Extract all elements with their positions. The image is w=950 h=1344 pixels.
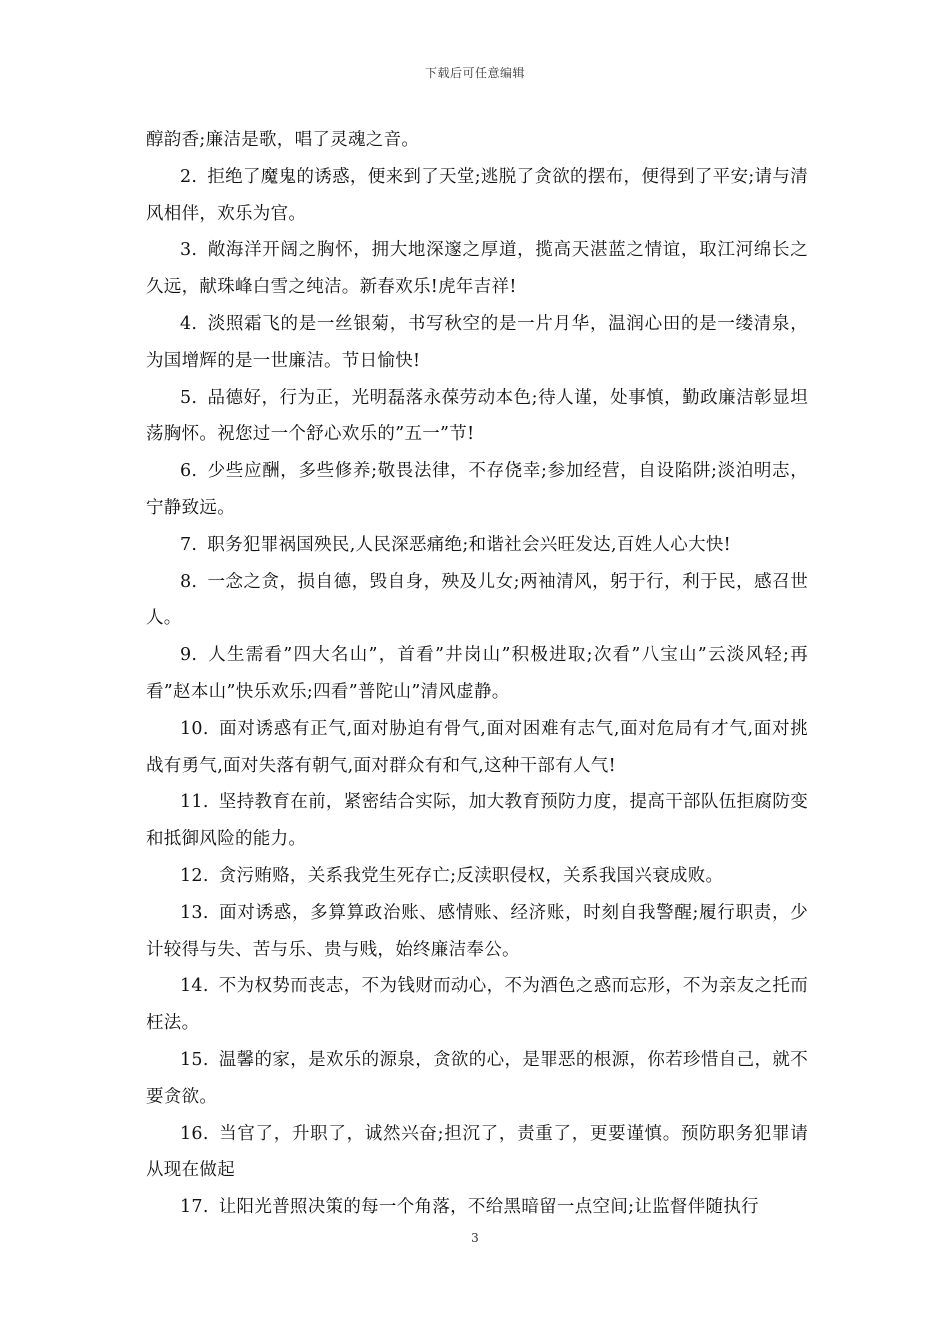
item-number: 10. bbox=[180, 718, 209, 739]
item-text: 面对诱惑，多算算政治账、感情账、经济账，时刻自我警醒;履行职责，少计较得与失、苦与乐、贵与贱，始终廉洁奉公。 bbox=[146, 902, 808, 960]
item-text: 品德好，行为正，光明磊落永葆劳动本色;待人谨，处事慎，勤政廉洁彰显坦荡胸怀。祝您过一个舒心欢乐的”五一”节! bbox=[146, 387, 808, 445]
item-text: 温馨的家，是欢乐的源泉，贪欲的心，是罪恶的根源，你若珍惜自己，就不要贪欲。 bbox=[146, 1049, 808, 1107]
list-item bbox=[146, 968, 808, 1042]
list-item bbox=[146, 1042, 808, 1116]
item-number: 11. bbox=[180, 792, 209, 813]
list-item bbox=[146, 1116, 808, 1190]
item-text: 让阳光普照决策的每一个角落，不给黑暗留一点空间;让监督伴随执行 bbox=[218, 1197, 759, 1218]
list-item bbox=[146, 159, 808, 233]
list-item bbox=[146, 232, 808, 306]
item-text: 少些应酬，多些修养;敬畏法律，不存侥幸;参加经营，自设陷阱;淡泊明志，宁静致远。 bbox=[146, 461, 808, 518]
lead-paragraph: 醇韵香;廉洁是歌，唱了灵魂之音。 bbox=[146, 130, 420, 150]
item-number: 17. bbox=[180, 1197, 209, 1218]
item-text: 淡照霜飞的是一丝银菊，书写秋空的是一片月华，温润心田的是一缕清泉，为国增辉的是一世廉洁。节日愉快! bbox=[146, 313, 808, 371]
item-text: 坚持教育在前，紧密结合实际，加大教育预防力度，提高干部队伍拒腐防变和抵御风险的能力。 bbox=[146, 792, 808, 850]
item-number: 5. bbox=[180, 387, 198, 408]
item-number: 8. bbox=[180, 571, 198, 592]
item-text: 拒绝了魔鬼的诱惑，便来到了天堂;逃脱了贪欲的摆布，便得到了平安;请与清风相伴，欢乐为官。 bbox=[146, 166, 808, 224]
item-number: 16. bbox=[180, 1123, 209, 1144]
list-item bbox=[146, 527, 808, 564]
page-number: 3 bbox=[471, 1231, 479, 1245]
item-number: 12. bbox=[180, 865, 209, 886]
list-item bbox=[146, 711, 808, 785]
item-text: 人生需看”四大名山”，首看”井岗山”积极进取;次看”八宝山”云淡风轻;再看”赵本山”快乐欢乐;四看”普陀山”清风虚静。 bbox=[146, 645, 808, 702]
item-text: 当官了，升职了，诚然兴奋;担沉了，责重了，更要谨慎。预防职务犯罪请从现在做起 bbox=[146, 1123, 808, 1181]
item-text: 贪污贿赂，关系我党生死存亡;反渎职侵权，关系我国兴衰成败。 bbox=[218, 865, 724, 886]
item-number: 14. bbox=[180, 976, 209, 997]
item-number: 15. bbox=[180, 1049, 209, 1070]
item-text: 一念之贪，损自德，毁自身，殃及儿女;两袖清风，躬于行，利于民，感召世人。 bbox=[146, 571, 808, 629]
list-item bbox=[146, 637, 808, 711]
item-number: 3. bbox=[180, 240, 198, 261]
page-header: 下载后可任意编辑 bbox=[424, 66, 525, 80]
document-body bbox=[146, 122, 808, 1226]
item-number: 4. bbox=[180, 313, 198, 334]
list-item bbox=[146, 1189, 808, 1226]
list-item bbox=[146, 306, 808, 380]
item-text: 面对诱惑有正气,面对胁迫有骨气,面对困难有志气,面对危局有才气,面对挑战有勇气,面对失落有朝气,面对群众有和气,这种干部有人气! bbox=[146, 718, 808, 776]
list-item bbox=[146, 895, 808, 969]
item-number: 9. bbox=[180, 645, 198, 666]
item-number: 6. bbox=[180, 461, 198, 482]
list-item bbox=[146, 564, 808, 638]
item-number: 7. bbox=[180, 534, 198, 555]
item-text: 不为权势而丧志，不为钱财而动心，不为酒色之惑而忘形，不为亲友之托而枉法。 bbox=[146, 976, 808, 1034]
item-number: 13. bbox=[180, 902, 209, 923]
list-item bbox=[146, 784, 808, 858]
list-item bbox=[146, 858, 808, 895]
item-text: 敞海洋开阔之胸怀，拥大地深邃之厚道，揽高天湛蓝之情谊，取江河绵长之久远，献珠峰白雪之纯洁。新春欢乐!虎年吉祥! bbox=[146, 240, 808, 298]
item-text: 职务犯罪祸国殃民,人民深恶痛绝;和谐社会兴旺发达,百姓人心大快! bbox=[207, 534, 731, 555]
list-item bbox=[146, 453, 808, 527]
item-number: 2. bbox=[180, 166, 198, 187]
list-item bbox=[146, 380, 808, 454]
